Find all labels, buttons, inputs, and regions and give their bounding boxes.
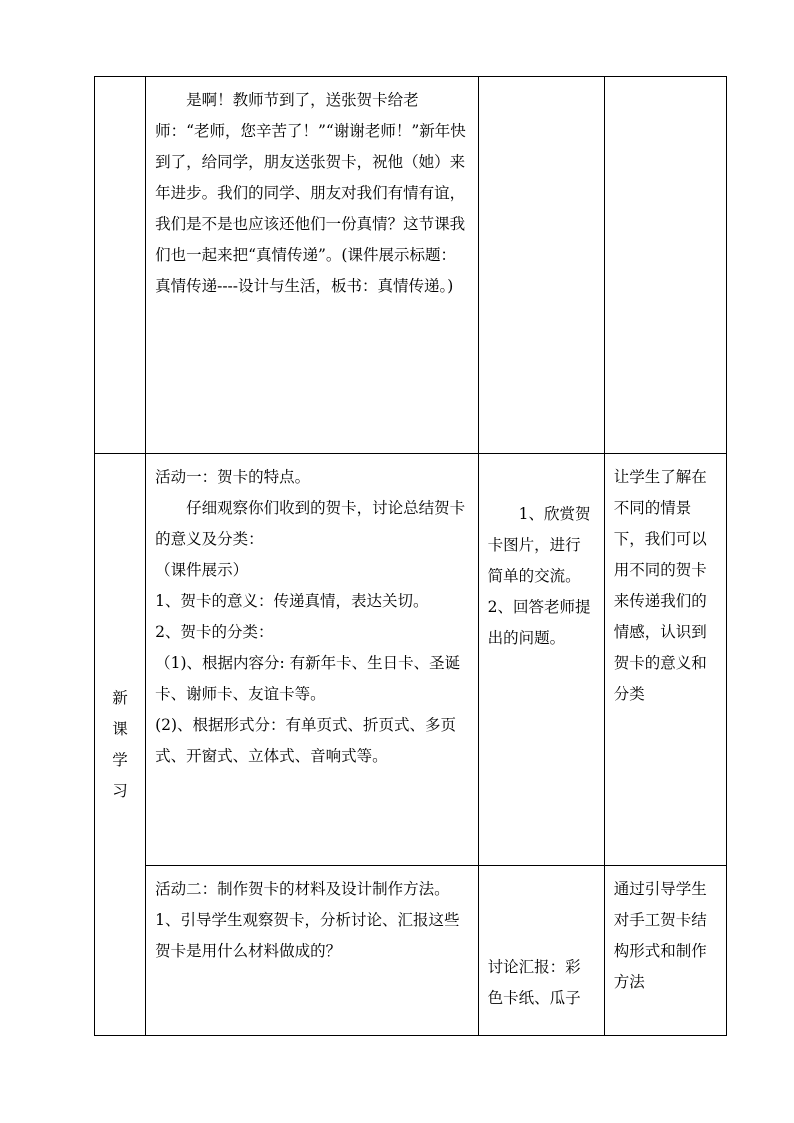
student-activity-two: 2、回答老师提出的问题。 (487, 598, 591, 647)
classification-by-content: （1)、根据内容分: 有新年卡、生日卡、圣诞卡、谢师卡、友谊卡等。 (155, 654, 461, 703)
section-label-char: 课 (112, 719, 128, 738)
lesson-plan-table (94, 76, 727, 1036)
table-row (95, 866, 727, 1036)
table-row (95, 77, 727, 454)
section-cell-empty (95, 77, 146, 454)
card-classification: 2、贺卡的分类： (155, 623, 274, 641)
activity-two-title: 活动二：制作贺卡的材料及设计制作方法。 (155, 880, 450, 898)
teacher-intro-text: 是啊！教师节到了，送张贺卡给老师：“老师，您辛苦了！”“谢谢老师！”新年快到了，给同学，朋友送张贺卡，祝他（她）来年进步。我们的同学、朋友对我们有情有谊，我们是不是也应该还他们一份真情？这节课我们也一起来把“真情传递”。(课件展示标题：真情传递----设计与生活，板书：真情传递。) (155, 91, 466, 295)
teacher-activity-cell (146, 77, 479, 454)
student-discussion: 讨论汇报：彩色卡纸、瓜子 (487, 958, 581, 1007)
design-intent-cell (604, 77, 726, 454)
student-activity-cell (478, 77, 604, 454)
design-intent-text: 通过引导学生对手工贺卡结构形式和制作方法 (613, 880, 707, 991)
design-intent-cell (604, 454, 726, 866)
table-row (95, 454, 727, 866)
section-label-char: 学 (112, 750, 128, 769)
student-activity-cell (478, 454, 604, 866)
section-label-new-lesson (95, 454, 146, 1036)
classification-by-form: (2)、根据形式分：有单页式、折页式、多页式、开窗式、立体式、音响式等。 (155, 716, 457, 765)
design-intent-cell (604, 866, 726, 1036)
section-label-char: 习 (112, 781, 128, 800)
courseware-note: （课件展示） (155, 561, 249, 579)
card-meaning: 1、贺卡的意义：传递真情，表达关切。 (155, 592, 429, 610)
section-label-char: 新 (112, 688, 128, 707)
student-activity-cell (478, 866, 604, 1036)
activity-one-title: 活动一：贺卡的特点。 (155, 468, 311, 486)
teacher-activity-cell (146, 866, 479, 1036)
activity-two-point: 1、引导学生观察贺卡，分析讨论、汇报这些贺卡是用什么材料做成的？ (155, 911, 460, 960)
teacher-activity-cell (146, 454, 479, 866)
activity-one-intro: 仔细观察你们收到的贺卡，讨论总结贺卡的意义及分类： (155, 499, 466, 548)
design-intent-text: 让学生了解在不同的情景下，我们可以用不同的贺卡来传递我们的情感，认识到贺卡的意义和分类 (613, 468, 707, 703)
student-activity-one: 1、欣赏贺卡图片，进行简单的交流。 (487, 505, 591, 585)
